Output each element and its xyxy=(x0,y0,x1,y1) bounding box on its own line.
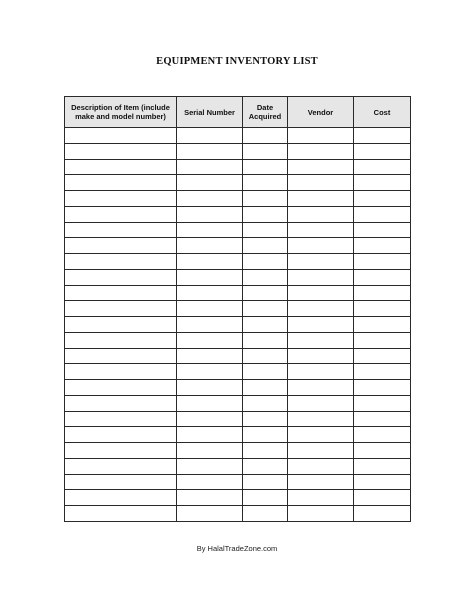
table-cell-serial-number xyxy=(177,395,243,411)
table-cell-date-acquired xyxy=(243,175,288,191)
table-cell-date-acquired xyxy=(243,143,288,159)
table-cell-vendor xyxy=(288,301,354,317)
table-cell-serial-number xyxy=(177,317,243,333)
table-cell-description xyxy=(65,332,177,348)
table-cell-vendor xyxy=(288,443,354,459)
table-cell-date-acquired xyxy=(243,380,288,396)
table-cell-description xyxy=(65,143,177,159)
table-cell-serial-number xyxy=(177,427,243,443)
table-cell-vendor xyxy=(288,191,354,207)
table-cell-vendor xyxy=(288,269,354,285)
table-cell-date-acquired xyxy=(243,474,288,490)
table-row xyxy=(65,206,411,222)
table-cell-description xyxy=(65,254,177,270)
table-cell-date-acquired xyxy=(243,269,288,285)
table-row xyxy=(65,490,411,506)
table-cell-description xyxy=(65,506,177,522)
table-cell-date-acquired xyxy=(243,222,288,238)
table-cell-cost xyxy=(354,254,411,270)
inventory-table xyxy=(64,96,411,522)
table-cell-description xyxy=(65,159,177,175)
table-cell-description xyxy=(65,191,177,207)
table-cell-serial-number xyxy=(177,348,243,364)
table-cell-description xyxy=(65,411,177,427)
table-cell-serial-number xyxy=(177,411,243,427)
table-cell-vendor xyxy=(288,128,354,144)
table-cell-cost xyxy=(354,506,411,522)
table-cell-serial-number xyxy=(177,269,243,285)
table-cell-description xyxy=(65,222,177,238)
table-cell-vendor xyxy=(288,411,354,427)
table-cell-serial-number xyxy=(177,490,243,506)
table-cell-serial-number xyxy=(177,443,243,459)
table-row xyxy=(65,458,411,474)
table-row xyxy=(65,506,411,522)
table-row xyxy=(65,159,411,175)
table-cell-cost xyxy=(354,128,411,144)
table-cell-serial-number xyxy=(177,254,243,270)
table-row xyxy=(65,348,411,364)
table-cell-description xyxy=(65,458,177,474)
table-cell-cost xyxy=(354,332,411,348)
table-cell-serial-number xyxy=(177,301,243,317)
table-cell-description xyxy=(65,474,177,490)
table-row xyxy=(65,364,411,380)
table-row xyxy=(65,380,411,396)
table-cell-cost xyxy=(354,269,411,285)
table-cell-cost xyxy=(354,159,411,175)
table-row xyxy=(65,317,411,333)
table-cell-cost xyxy=(354,474,411,490)
table-cell-date-acquired xyxy=(243,206,288,222)
table-cell-vendor xyxy=(288,143,354,159)
table-cell-cost xyxy=(354,238,411,254)
table-row xyxy=(65,427,411,443)
table-cell-serial-number xyxy=(177,175,243,191)
column-header-cost: Cost xyxy=(354,97,411,128)
table-cell-cost xyxy=(354,285,411,301)
table-row xyxy=(65,128,411,144)
table-cell-description xyxy=(65,285,177,301)
table-cell-cost xyxy=(354,380,411,396)
table-cell-date-acquired xyxy=(243,285,288,301)
table-row xyxy=(65,254,411,270)
table-row xyxy=(65,285,411,301)
table-row xyxy=(65,143,411,159)
table-cell-description xyxy=(65,364,177,380)
table-cell-description xyxy=(65,380,177,396)
table-row xyxy=(65,301,411,317)
table-cell-cost xyxy=(354,443,411,459)
table-cell-vendor xyxy=(288,490,354,506)
page-title: EQUIPMENT INVENTORY LIST xyxy=(156,56,318,67)
table-row xyxy=(65,443,411,459)
table-cell-serial-number xyxy=(177,206,243,222)
table-cell-serial-number xyxy=(177,474,243,490)
table-cell-date-acquired xyxy=(243,348,288,364)
table-cell-serial-number xyxy=(177,285,243,301)
table-cell-vendor xyxy=(288,364,354,380)
table-cell-vendor xyxy=(288,458,354,474)
table-cell-serial-number xyxy=(177,143,243,159)
table-row xyxy=(65,175,411,191)
table-cell-description xyxy=(65,427,177,443)
table-cell-cost xyxy=(354,301,411,317)
table-body xyxy=(65,128,411,522)
table-cell-vendor xyxy=(288,159,354,175)
table-cell-description xyxy=(65,443,177,459)
table-cell-description xyxy=(65,395,177,411)
table-cell-date-acquired xyxy=(243,254,288,270)
table-cell-cost xyxy=(354,317,411,333)
table-cell-vendor xyxy=(288,175,354,191)
table-cell-cost xyxy=(354,364,411,380)
table-cell-vendor xyxy=(288,380,354,396)
table-cell-description xyxy=(65,238,177,254)
table-cell-cost xyxy=(354,191,411,207)
table-cell-description xyxy=(65,206,177,222)
table-cell-cost xyxy=(354,206,411,222)
table-cell-description xyxy=(65,128,177,144)
table-cell-date-acquired xyxy=(243,506,288,522)
table-row xyxy=(65,238,411,254)
table-cell-serial-number xyxy=(177,128,243,144)
table-cell-date-acquired xyxy=(243,301,288,317)
table-cell-serial-number xyxy=(177,222,243,238)
table-cell-vendor xyxy=(288,285,354,301)
table-cell-date-acquired xyxy=(243,458,288,474)
table-cell-serial-number xyxy=(177,506,243,522)
table-cell-cost xyxy=(354,411,411,427)
column-header-description: Description of Item (include make and model number) xyxy=(65,97,177,128)
table-cell-date-acquired xyxy=(243,317,288,333)
table-row xyxy=(65,269,411,285)
table-cell-description xyxy=(65,301,177,317)
table-header-row xyxy=(65,97,411,128)
table-cell-serial-number xyxy=(177,380,243,396)
table-cell-serial-number xyxy=(177,364,243,380)
table-cell-date-acquired xyxy=(243,427,288,443)
table-cell-cost xyxy=(354,143,411,159)
table-cell-date-acquired xyxy=(243,364,288,380)
table-row xyxy=(65,222,411,238)
table-cell-serial-number xyxy=(177,159,243,175)
table-cell-cost xyxy=(354,348,411,364)
table-cell-cost xyxy=(354,175,411,191)
table-cell-cost xyxy=(354,490,411,506)
table-cell-vendor xyxy=(288,206,354,222)
table-cell-vendor xyxy=(288,506,354,522)
table-row xyxy=(65,332,411,348)
table-cell-date-acquired xyxy=(243,128,288,144)
table-row xyxy=(65,191,411,207)
table-cell-vendor xyxy=(288,427,354,443)
table-cell-date-acquired xyxy=(243,159,288,175)
table-cell-date-acquired xyxy=(243,411,288,427)
table-cell-cost xyxy=(354,427,411,443)
table-cell-serial-number xyxy=(177,191,243,207)
table-cell-date-acquired xyxy=(243,238,288,254)
table-cell-description xyxy=(65,317,177,333)
table-cell-vendor xyxy=(288,254,354,270)
table-cell-serial-number xyxy=(177,458,243,474)
column-header-vendor: Vendor xyxy=(288,97,354,128)
table-cell-cost xyxy=(354,395,411,411)
table-row xyxy=(65,411,411,427)
table-cell-cost xyxy=(354,222,411,238)
table-cell-vendor xyxy=(288,238,354,254)
table-cell-description xyxy=(65,175,177,191)
table-row xyxy=(65,395,411,411)
table-cell-vendor xyxy=(288,474,354,490)
table-cell-date-acquired xyxy=(243,490,288,506)
table-cell-description xyxy=(65,269,177,285)
table-cell-description xyxy=(65,490,177,506)
table-cell-serial-number xyxy=(177,332,243,348)
column-header-serial-number: Serial Number xyxy=(177,97,243,128)
table-cell-date-acquired xyxy=(243,395,288,411)
table-cell-vendor xyxy=(288,222,354,238)
table-cell-date-acquired xyxy=(243,332,288,348)
page-footer: By HalalTradeZone.com xyxy=(196,544,278,553)
table-cell-date-acquired xyxy=(243,443,288,459)
column-header-date-acquired: Date Acquired xyxy=(243,97,288,128)
table-cell-date-acquired xyxy=(243,191,288,207)
table-cell-description xyxy=(65,348,177,364)
table-cell-vendor xyxy=(288,395,354,411)
table-row xyxy=(65,474,411,490)
table-cell-cost xyxy=(354,458,411,474)
table-cell-vendor xyxy=(288,317,354,333)
table-cell-vendor xyxy=(288,332,354,348)
table-cell-serial-number xyxy=(177,238,243,254)
table-cell-vendor xyxy=(288,348,354,364)
